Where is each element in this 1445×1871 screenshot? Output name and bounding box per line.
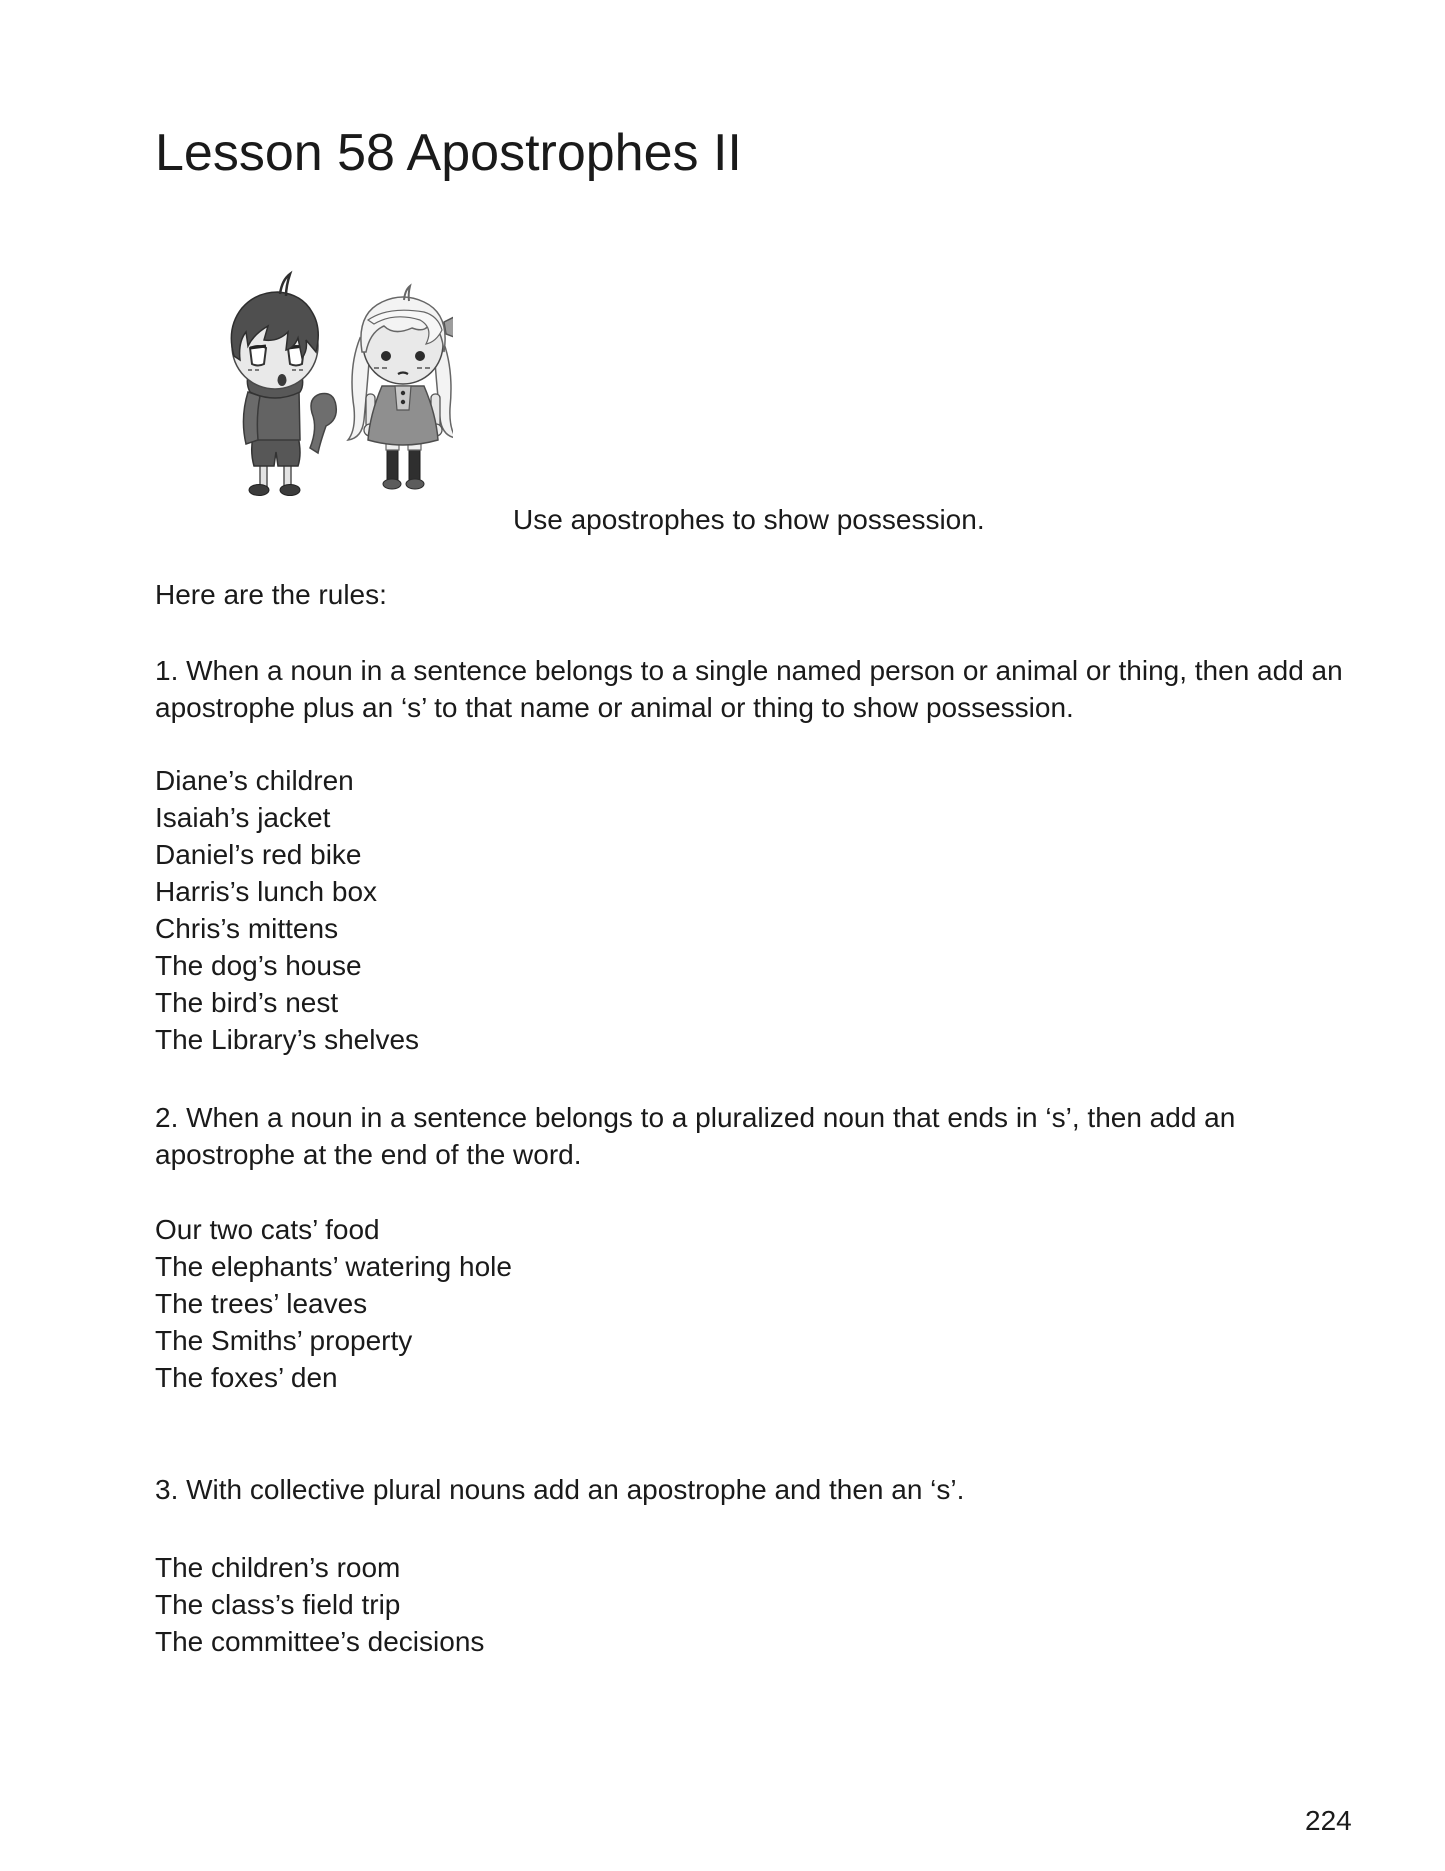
list-item: The trees’ leaves [155, 1288, 368, 1319]
example-list-2 [155, 1211, 512, 1396]
girl-figure [348, 286, 453, 489]
rules-intro-text: Here are the rules: [155, 579, 387, 610]
list-item: The bird’s nest [155, 987, 339, 1018]
list-item: Chris’s mittens [155, 913, 339, 944]
list-item: The elephants’ watering hole [155, 1251, 512, 1282]
list-item: The Smiths’ property [155, 1325, 413, 1356]
rule-2-line-1: 2. When a noun in a sentence belongs to a pluralized noun that ends in ‘s’, then add an [155, 1102, 1236, 1133]
list-item: Our two cats’ food [155, 1214, 380, 1245]
rule-1-line-1: 1. When a noun in a sentence belongs to a single named person or animal or thing, then add an [155, 655, 1343, 686]
rule-3-line-1: 3. With collective plural nouns add an apostrophe and then an ‘s’. [155, 1474, 965, 1505]
list-item: The foxes’ den [155, 1362, 338, 1393]
example-list-1 [155, 762, 419, 1058]
list-item: The children’s room [155, 1552, 401, 1583]
rule-2-paragraph [155, 1099, 1235, 1173]
boy-and-girl-illustration [198, 268, 453, 498]
rule-1-paragraph [155, 652, 1343, 726]
list-item: Daniel’s red bike [155, 839, 362, 870]
rule-3-paragraph [155, 1471, 964, 1508]
list-item: The class’s field trip [155, 1589, 401, 1620]
page-number: 224 [1305, 1805, 1352, 1836]
rule-1-line-2: apostrophe plus an ‘s’ to that name or animal or thing to show possession. [155, 692, 1074, 723]
example-list-3 [155, 1549, 484, 1660]
list-item: Diane’s children [155, 765, 354, 796]
list-item: Harris’s lunch box [155, 876, 378, 907]
rule-2-line-2: apostrophe at the end of the word. [155, 1139, 582, 1170]
page-title: Lesson 58 Apostrophes II [155, 123, 742, 182]
list-item: Isaiah’s jacket [155, 802, 331, 833]
list-item: The dog’s house [155, 950, 362, 981]
rules-intro [155, 576, 387, 613]
lesson-caption: Use apostrophes to show possession. [513, 504, 985, 535]
list-item: The committee’s decisions [155, 1626, 485, 1657]
list-item: The Library’s shelves [155, 1024, 420, 1055]
boy-figure [231, 274, 336, 496]
